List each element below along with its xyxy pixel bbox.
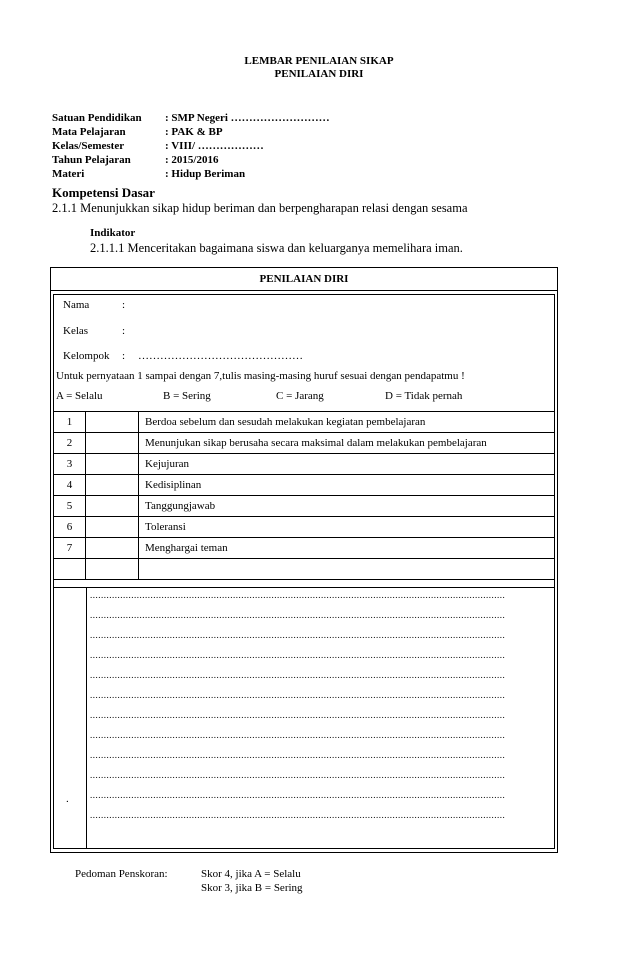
row-number-empty — [54, 559, 86, 580]
kelompok-colon: : — [122, 350, 126, 362]
row-number: 7 — [54, 538, 86, 559]
nama-colon: : — [122, 299, 126, 311]
answer-cell[interactable] — [86, 559, 139, 580]
kelas-colon: : — [122, 325, 126, 337]
meta-label-satuan: Satuan Pendidikan — [52, 112, 142, 124]
answer-cell[interactable] — [86, 517, 139, 538]
meta-label-mapel: Mata Pelajaran — [52, 126, 126, 138]
answer-cell[interactable] — [86, 412, 139, 433]
essay-line[interactable]: ....................................................................................................................................................... — [90, 650, 506, 660]
statement-text: Menghargai teman — [139, 538, 555, 559]
meta-value-tahun: : 2015/2016 — [165, 154, 219, 166]
essay-line[interactable]: ....................................................................................................................................................... — [90, 750, 506, 760]
assessment-heading: PENILAIAN DIRI — [50, 267, 558, 291]
answer-cell[interactable] — [86, 496, 139, 517]
kelas-label: Kelas — [63, 325, 89, 337]
statement-text: Toleransi — [139, 517, 555, 538]
essay-line[interactable]: ....................................................................................................................................................... — [90, 630, 506, 640]
row-number: 1 — [54, 412, 86, 433]
row-number: 4 — [54, 475, 86, 496]
scoring-line-2: Skor 3, jika B = Sering — [201, 882, 303, 894]
scoring-line-1: Skor 4, jika A = Selalu — [201, 868, 301, 880]
table-row — [54, 496, 555, 517]
table-row — [54, 517, 555, 538]
row-number: 2 — [54, 433, 86, 454]
table-row — [54, 433, 555, 454]
statement-text: Tanggungjawab — [139, 496, 555, 517]
answer-cell[interactable] — [86, 538, 139, 559]
statement-table — [53, 411, 555, 580]
meta-label-materi: Materi — [52, 168, 85, 180]
kelompok-label: Kelompok — [63, 350, 110, 362]
nama-label: Nama — [63, 299, 90, 311]
essay-line[interactable]: ....................................................................................................................................................... — [90, 790, 506, 800]
table-row — [54, 454, 555, 475]
scale-c: C = Jarang — [276, 390, 324, 402]
statement-text: Menunjukan sikap berusaha secara maksimal dalam melakukan pembelajaran — [139, 433, 555, 454]
essay-line[interactable]: ....................................................................................................................................................... — [90, 730, 506, 740]
scale-b: B = Sering — [163, 390, 211, 402]
kompetensi-text: 2.1.1 Menunjukkan sikap hidup beriman dan berpengharapan relasi dengan sesama — [52, 201, 468, 215]
essay-top-border — [53, 587, 555, 588]
meta-label-tahun: Tahun Pelajaran — [52, 154, 131, 166]
row-number: 3 — [54, 454, 86, 475]
statement-text: Kejujuran — [139, 454, 555, 475]
essay-line[interactable]: ....................................................................................................................................................... — [90, 770, 506, 780]
essay-line[interactable]: ....................................................................................................................................................... — [90, 610, 506, 620]
answer-cell[interactable] — [86, 433, 139, 454]
table-row — [54, 475, 555, 496]
statement-text: Berdoa sebelum dan sesudah melakukan kegiatan pembelajaran — [139, 412, 555, 433]
row-number: 5 — [54, 496, 86, 517]
essay-line[interactable]: ....................................................................................................................................................... — [90, 710, 506, 720]
instruction-text: Untuk pernyataan 1 sampai dengan 7,tulis masing-masing huruf sesuai dengan pendapatmu ! — [56, 370, 465, 382]
essay-column-divider — [86, 587, 87, 849]
scale-d: D = Tidak pernah — [385, 390, 463, 402]
meta-value-materi: : Hidup Beriman — [165, 168, 246, 180]
table-row — [54, 412, 555, 433]
essay-line[interactable]: ....................................................................................................................................................... — [90, 690, 506, 700]
essay-period-mark: . — [66, 793, 69, 805]
essay-line[interactable]: ....................................................................................................................................................... — [90, 670, 506, 680]
table-row — [54, 538, 555, 559]
essay-line[interactable]: ....................................................................................................................................................... — [90, 590, 506, 600]
answer-cell[interactable] — [86, 475, 139, 496]
page-subtitle: PENILAIAN DIRI — [274, 68, 364, 80]
meta-value-mapel: : PAK & BP — [165, 126, 223, 138]
statement-text-empty — [139, 559, 555, 580]
scoring-guide-label: Pedoman Penskoran: — [75, 868, 168, 880]
scale-a: A = Selalu — [56, 390, 103, 402]
page-title: LEMBAR PENILAIAN SIKAP — [244, 55, 394, 67]
row-number: 6 — [54, 517, 86, 538]
statement-text: Kedisiplinan — [139, 475, 555, 496]
indikator-title: Indikator — [90, 227, 136, 239]
table-row-empty — [54, 559, 555, 580]
essay-line[interactable]: ....................................................................................................................................................... — [90, 810, 506, 820]
meta-value-satuan: : SMP Negeri ……………………… — [165, 112, 330, 124]
answer-cell[interactable] — [86, 454, 139, 475]
meta-label-kelas: Kelas/Semester — [52, 140, 125, 152]
meta-value-kelas: : VIII/ ……………… — [165, 140, 264, 152]
indikator-text: 2.1.1.1 Menceritakan bagaimana siswa dan keluarganya memelihara iman. — [90, 241, 463, 255]
kelompok-field[interactable]: ……………………………………… — [138, 350, 303, 362]
kompetensi-title: Kompetensi Dasar — [52, 185, 155, 200]
